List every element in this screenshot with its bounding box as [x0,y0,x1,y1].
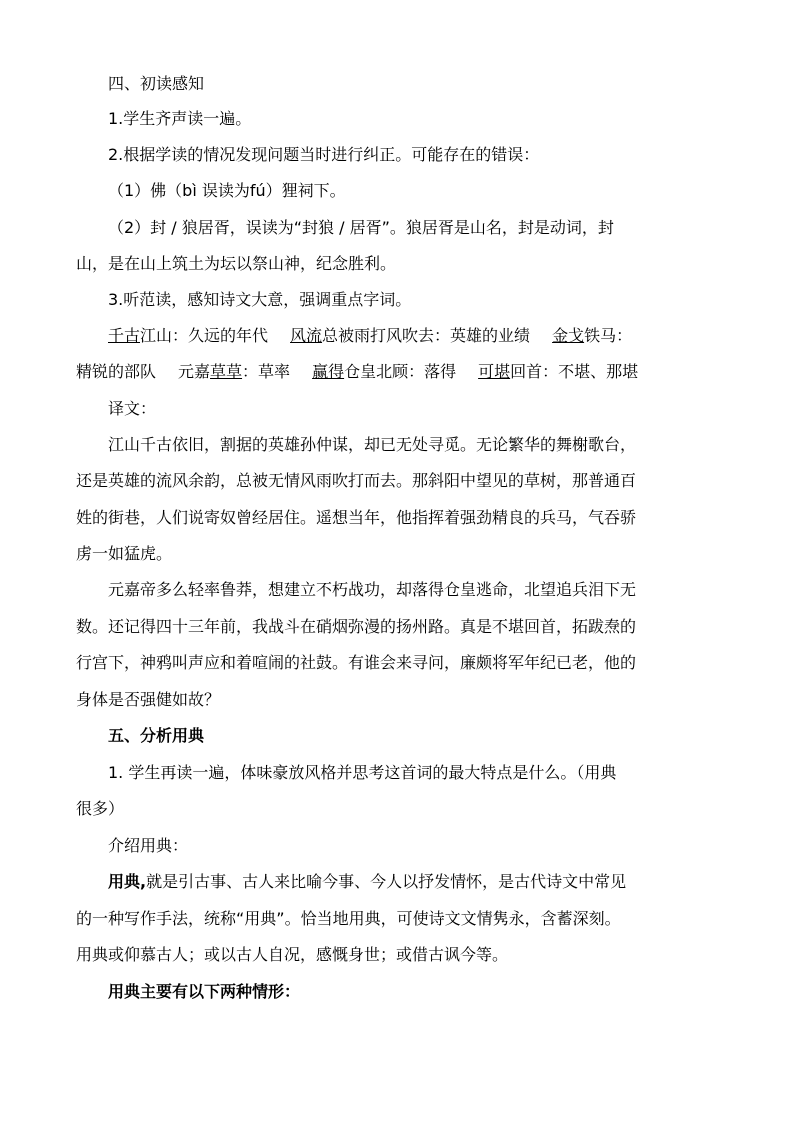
translation-p2-line: 数。还记得四十三年前，我战斗在硝烟弥漫的扬州路。真是不堪回首，拓跋焘的 [76,617,637,636]
vocab-gloss: 铁马： [584,326,633,345]
vocab-term: 千古 [108,326,141,345]
vocab-gloss: 仓皇北顾：落得 [344,362,457,381]
vocab-gloss: 精锐的部队 [76,362,157,381]
step-1: 1.学生齐声读一遍。 [108,109,252,128]
error-2: （2）封 / 狼居胥，误读为“封狼 / 居胥”。狼居胥是山名，封是动词，封 [108,218,614,237]
vocab-line-2 [76,362,726,382]
translation-label: 译文： [108,399,157,418]
section-4-heading: 四、初读感知 [108,74,205,93]
translation-p1-line: 姓的街巷，人们说寄奴曾经居住。遥想当年，他指挥着强劲精良的兵马，气吞骄 [76,508,637,527]
vocab-gloss: 江山：久远的年代 [140,326,269,345]
definition-text: 就是引古事、古人来比喻今事、今人以抒发情怀，是古代诗文中常见 [146,872,627,891]
vocab-gloss: 总被雨打风吹去：英雄的业绩 [322,326,531,345]
vocab-line-1 [108,326,758,346]
translation-p2-line: 元嘉帝多么轻率鲁莽，想建立不朽战功，却落得仓皇逃命，北望追兵泪下无 [108,580,637,599]
translation-p2-line: 行宫下，神鸦叫声应和着喧闹的社鼓。有谁会来寻问，廉颇将军年纪已老，他的 [76,653,637,672]
vocab-gloss: ：草率 [242,362,291,381]
intro-label: 介绍用典： [108,836,189,855]
question-1-line: 1. 学生再读一遍，体味豪放风格并思考这首词的最大特点是什么。（用典 [108,763,617,782]
vocab-term: 金戈 [552,326,585,345]
definition-term: 用典, [108,872,147,891]
translation-p2-line: 身体是否强健如故？ [76,690,221,709]
cases-heading: 用典主要有以下两种情形： [108,982,301,1001]
step-2: 2.根据学读的情况发现问题当时进行纠正。可能存在的错误： [108,145,540,164]
translation-p1-line: 还是英雄的流风余韵，总被无情风雨吹打而去。那斜阳中望见的草树，那普通百 [76,471,637,490]
error-1: （1）佛（bì 误读为fú）狸祠下。 [108,181,346,200]
error-2-cont: 山，是在山上筑土为坛以祭山神，纪念胜利。 [76,254,397,273]
vocab-prefix: 元嘉 [178,362,211,381]
vocab-gloss: 回首：不堪、那堪 [510,362,639,381]
section-5-heading: 五、分析用典 [108,726,205,745]
definition-line [108,872,758,892]
vocab-term: 可堪 [478,362,511,381]
vocab-term: 草草 [210,362,243,381]
vocab-term: 赢得 [312,362,345,381]
definition-line: 用典或仰慕古人；或以古人自况，感慨身世；或借古讽今等。 [76,945,509,964]
vocab-term: 风流 [290,326,323,345]
definition-line: 的一种写作手法，统称“用典”。恰当地用典，可使诗文文情隽永，含蓄深刻。 [76,909,621,928]
translation-p1-line: 虏一如猛虎。 [76,544,173,563]
translation-p1-line: 江山千古依旧，割据的英雄孙仲谋，却已无处寻觅。无论繁华的舞榭歌台， [108,435,637,454]
question-1-line: 很多） [76,799,125,818]
step-3: 3.听范读，感知诗文大意，强调重点字词。 [108,290,412,309]
